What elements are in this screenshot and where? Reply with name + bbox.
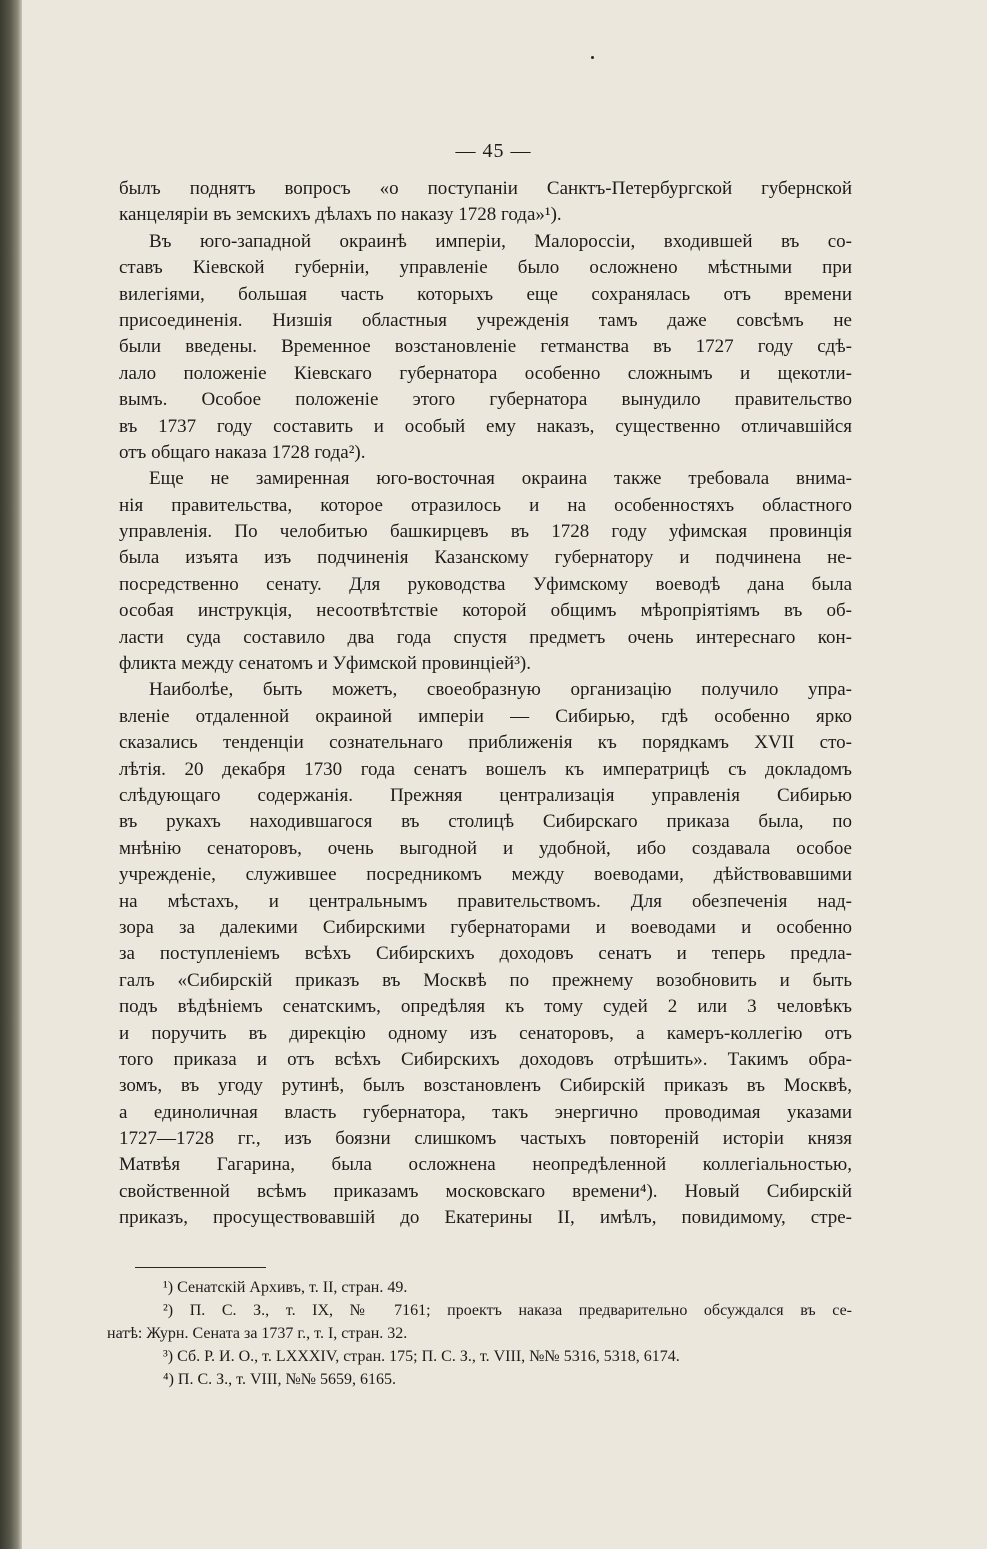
text-line: свойственной всѣмъ приказамъ московскаго времени⁴). Новый Сибирскій <box>119 1180 852 1202</box>
text-line: а единоличная власть губернатора, такъ энергично проводимая указами <box>119 1101 852 1123</box>
footnotes <box>107 1276 852 1391</box>
book-spine-shadow <box>0 0 22 1549</box>
text-line: ласти суда составило два года спустя предметъ очень интереснаго кон- <box>119 626 852 648</box>
footnote-rule <box>135 1267 266 1268</box>
print-speck <box>591 56 594 59</box>
text-line: и поручить въ дирекцію одному изъ сенаторовъ, а камеръ-коллегію отъ <box>119 1022 852 1044</box>
text-line: управленія. По челобитью башкирцевъ въ 1728 году уфимская провинція <box>119 521 852 543</box>
text-line: въ рукахъ находившагося въ столицѣ Сибирскаго приказа была, по <box>119 811 852 833</box>
text-line: зора за далекими Сибирскими губернаторами и воеводами и особенно <box>119 916 852 938</box>
text-line: фликта между сенатомъ и Уфимской провинціей³). <box>119 653 531 675</box>
text-line: присоединенія. Низшія областныя учрежденія тамъ даже совсѣмъ не <box>119 309 852 331</box>
text-line: зомъ, въ угоду рутинѣ, былъ возстановленъ Сибирскій приказъ въ Москвѣ, <box>119 1075 852 1097</box>
text-line: лало положеніе Кіевскаго губернатора особенно сложнымъ и щекотли- <box>119 362 852 384</box>
text-line: отъ общаго наказа 1728 года²). <box>119 441 366 463</box>
footnote: натѣ: Журн. Сената за 1737 г., т. I, стран. 32. <box>107 1325 408 1342</box>
page-number: — 45 — <box>455 140 532 162</box>
text-line: были введены. Временное возстановленіе гетманства въ 1727 году сдѣ- <box>119 336 852 358</box>
footnote: ⁴) П. С. З., т. VIII, №№ 5659, 6165. <box>163 1371 397 1388</box>
text-line: учрежденіе, служившее посредникомъ между воеводами, дѣйствовавшими <box>119 864 852 886</box>
text-line: былъ поднятъ вопросъ «о поступаніи Санктъ-Петербургской губернской <box>119 178 852 199</box>
text-line: галъ «Сибирскій приказъ въ Москвѣ по прежнему возобновить и быть <box>119 969 852 991</box>
body-text <box>119 176 852 1232</box>
text-line: лѣтія. 20 декабря 1730 года сенатъ вошелъ къ императрицѣ съ докладомъ <box>119 758 852 780</box>
text-line: Еще не замиренная юго-восточная окраина также требовала внима- <box>149 468 852 490</box>
text-line: посредственно сенату. Для руководства Уфимскому воеводѣ дана была <box>119 573 852 595</box>
text-line: Матвѣя Гагарина, была осложнена неопредѣленной коллегіальностью, <box>119 1154 852 1176</box>
footnote: ¹) Сенатскій Архивъ, т. II, стран. 49. <box>163 1279 408 1296</box>
text-line: сказались тенденціи сознательнаго приближенія къ порядкамъ XVII сто- <box>119 732 852 754</box>
text-line: того приказа и отъ всѣхъ Сибирскихъ доходовъ отрѣшить». Такимъ обра- <box>119 1048 852 1070</box>
text-line: была изъята изъ подчиненія Казанскому губернатору и подчинена не- <box>119 547 852 569</box>
text-line: мнѣнію сенаторовъ, очень выгодной и удобной, ибо создавала особое <box>119 837 852 859</box>
text-line: подъ вѣдѣніемъ сенатскимъ, опредѣляя къ тому судей 2 или 3 человѣкъ <box>119 996 852 1018</box>
text-line: вымъ. Особое положеніе этого губернатора вынудило правительство <box>119 389 852 411</box>
text-line: Въ юго-западной окраинѣ имперіи, Малороссіи, входившей въ со- <box>149 230 852 252</box>
text-line: ставъ Кіевской губерніи, управленіе было осложнено мѣстными при <box>119 257 852 279</box>
text-line: Наиболѣе, быть можетъ, своеобразную организацію получило упра- <box>149 679 852 701</box>
text-line: вленіе отдаленной окраиной имперіи — Сибирью, гдѣ особенно ярко <box>119 705 852 727</box>
text-line: особая инструкція, несоотвѣтствіе которой общимъ мѣропріятіямъ въ об- <box>119 600 852 622</box>
text-line: въ 1737 году составить и особый ему наказъ, существенно отличавшійся <box>119 415 852 437</box>
text-line: вилегіями, большая часть которыхъ еще сохранялась отъ времени <box>119 283 852 305</box>
text-line: 1727—1728 гг., изъ боязни слишкомъ частыхъ повтореній исторіи князя <box>119 1128 852 1150</box>
text-line: нія правительства, которое отразилось и на особенностяхъ областного <box>119 494 852 516</box>
footnote: ³) Сб. Р. И. О., т. LXXXIV, стран. 175; П. С. З., т. VIII, №№ 5316, 5318, 6174. <box>163 1348 680 1365</box>
footnote: ²) П. С. З., т. IX, № 7161; проектъ наказа предварительно обсуждался въ се- <box>163 1302 852 1319</box>
text-line: на мѣстахъ, и центральнымъ правительствомъ. Для обезпеченія над- <box>119 890 852 912</box>
text-line: приказъ, просуществовавшій до Екатерины II, имѣлъ, повидимому, стре- <box>119 1207 852 1229</box>
text-line: слѣдующаго содержанія. Прежняя централизація управленія Сибирью <box>119 784 852 806</box>
text-line: за поступленіемъ всѣхъ Сибирскихъ доходовъ сенатъ и теперь предла- <box>119 943 852 965</box>
text-line: канцеляріи въ земскихъ дѣлахъ по наказу 1728 года»¹). <box>119 204 562 226</box>
